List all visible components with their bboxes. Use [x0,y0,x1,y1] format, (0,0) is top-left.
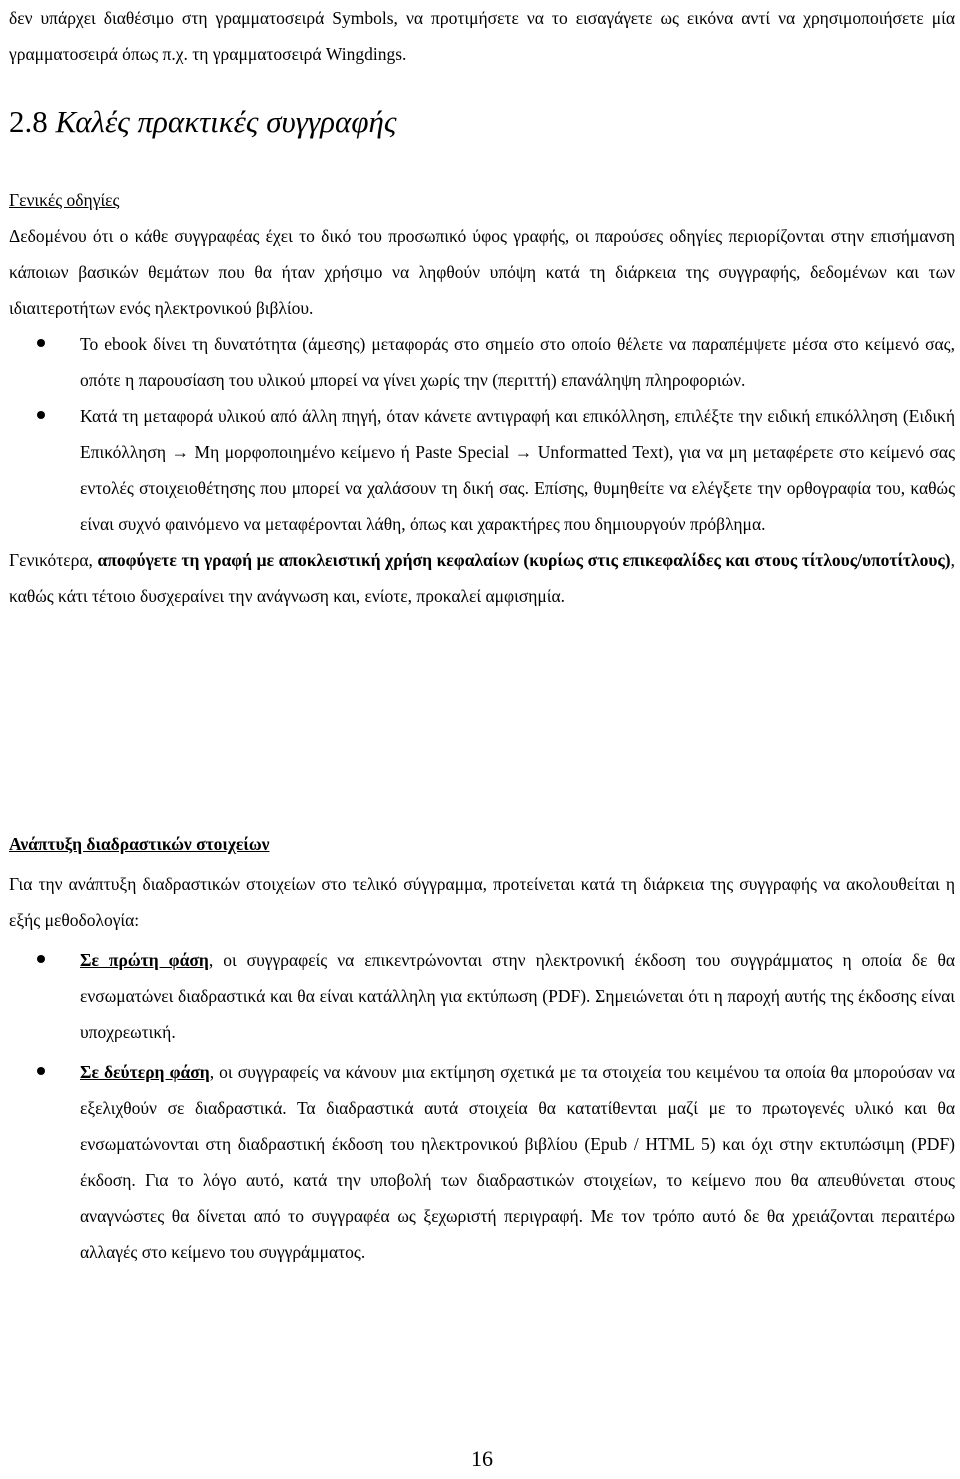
interactive-bullet-list [9,942,955,1270]
list-item [9,942,955,1050]
bullet-icon [37,955,45,963]
bullet-icon [37,1067,45,1075]
interactive-intro: Για την ανάπτυξη διαδραστικών στοιχείων στο τελικό σύγγραμμα, προτείνεται κατά τη διάρκεια της συγγραφής να ακολουθείται η εξής μεθοδολογία: [9,874,955,930]
section-number: 2.8 [9,104,48,139]
caps-post: , καθώς κάτι τέτοιο δυσχεραίνει την ανάγνωση και, ενίοτε, προκαλεί αμφισημία. [9,550,955,606]
page-number: 16 [471,1446,493,1471]
phase1-paragraph [80,942,955,1050]
paste-text-a: Κατά τη μεταφορά υλικού από άλλη πηγή, όταν κάνετε αντιγραφή και επικόλληση, επιλέξτε την ειδική επικόλληση (Ειδική Επικόλληση [80,406,955,462]
general-guidelines-block [9,182,955,614]
caps-pre: Γενικότερα, [9,550,93,570]
right-arrow-icon: → [171,442,189,462]
phase1-label: Σε πρώτη φάση [80,950,209,970]
bullet-icon [37,339,45,347]
caps-bold: αποφύγετε τη γραφή με αποκλειστική χρήση κεφαλαίων (κυρίως στις επικεφαλίδες και στους τίτλους/υποτίτλους) [97,550,951,570]
list-item [9,326,955,398]
general-guidelines-heading: Γενικές οδηγίες [9,190,120,210]
bullet-icon [37,411,45,419]
interactive-elements-block [9,826,955,1270]
general-guidelines-intro: Δεδομένου ότι ο κάθε συγγραφέας έχει το δικό του προσωπικό ύφος γραφής, οι παρούσες οδηγίες περιορίζονται στην επισήμανση κάποιων βασικών θεμάτων που θα ήταν χρήσιμο να ληφθούν υπόψη κατά τη διάρκεια της συγγραφής, δεδομένων και των ιδιαιτεροτήτων ενός ηλεκτρονικού βιβλίου. [9,226,955,318]
list-item [9,398,955,542]
general-bullet-list [9,326,955,542]
interactive-heading: Ανάπτυξη διαδραστικών στοιχείων [9,834,270,854]
section-heading [9,100,396,144]
phase2-text: , οι συγγραφείς να κάνουν μια εκτίμηση σχετικά με τα στοιχεία του κειμένου τα οποία θα μπορούσαν να εξελιχθούν σε διαδραστικά. Τα διαδραστικά αυτά στοιχεία θα κατατίθενται μαζί με το πρωτογενές υλικό και θα ενσωματώνονται στη διαδραστική έκδοση του ηλεκτρονικού βιβλίου (Epub / HTML 5) και όχι στην εκτυπώσιμη (PDF) έκδοση. Για το λόγο αυτό, κατά την υποβολή των διαδραστικών στοιχείων, το κείμενο που θα απευθύνεται στους αναγνώστες θα δίνεται από το συγγραφέα ως ξεχωριστή περιγραφή. Με τον τρόπο αυτό δε θα χρειάζονται περαιτέρω αλλαγές στο κείμενο του συγγράμματος. [80,1062,955,1262]
list-item [9,1054,955,1270]
bullet-text-ebook: Το ebook δίνει τη δυνατότητα (άμεσης) μεταφοράς στο σημείο στο οποίο θέλετε να παραπέμψετε μέσα στο κείμενό σας, οπότε η παρουσίαση του υλικού μπορεί να γίνει χωρίς την (περιττή) επανάληψη πληροφοριών. [80,334,955,390]
section-title: Καλές πρακτικές συγγραφής [55,104,397,139]
caps-paragraph [9,542,955,614]
phase2-paragraph [80,1054,955,1270]
paste-text-c: Unformatted Text), για να μη μεταφέρετε στο κείμενό σας εντολές στοιχειοθέτησης που μπορεί να χαλάσουν τη δική σας. Επίσης, θυμηθείτε να ελέγξετε την ορθογραφία του, καθώς είναι συχνό φαινόμενο να μεταφέρονται λάθη, όπως και χαρακτήρες που δημιουργούν πρόβλημα. [80,442,956,534]
paste-text-b: Μη μορφοποιημένο κείμενο ή Paste Special [194,442,510,462]
right-arrow-icon: → [514,442,533,462]
phase2-label: Σε δεύτερη φάση [80,1062,210,1082]
phase1-text: , οι συγγραφείς να επικεντρώνονται στην ηλεκτρονική έκδοση του συγγράμματος η οποία δε θα ενσωματώνει διαδραστικά και θα είναι κατάλληλη για εκτύπωση (PDF). Σημειώνεται ότι η παροχή αυτής της έκδοσης είναι υποχρεωτική. [80,950,955,1042]
bullet-text-paste [80,398,955,542]
intro-paragraph: δεν υπάρχει διαθέσιμο στη γραμματοσειρά Symbols, να προτιμήσετε να το εισαγάγετε ως εικόνα αντί να χρησιμοποιήσετε μία γραμματοσειρά όπως π.χ. τη γραμματοσειρά Wingdings. [9,8,955,64]
